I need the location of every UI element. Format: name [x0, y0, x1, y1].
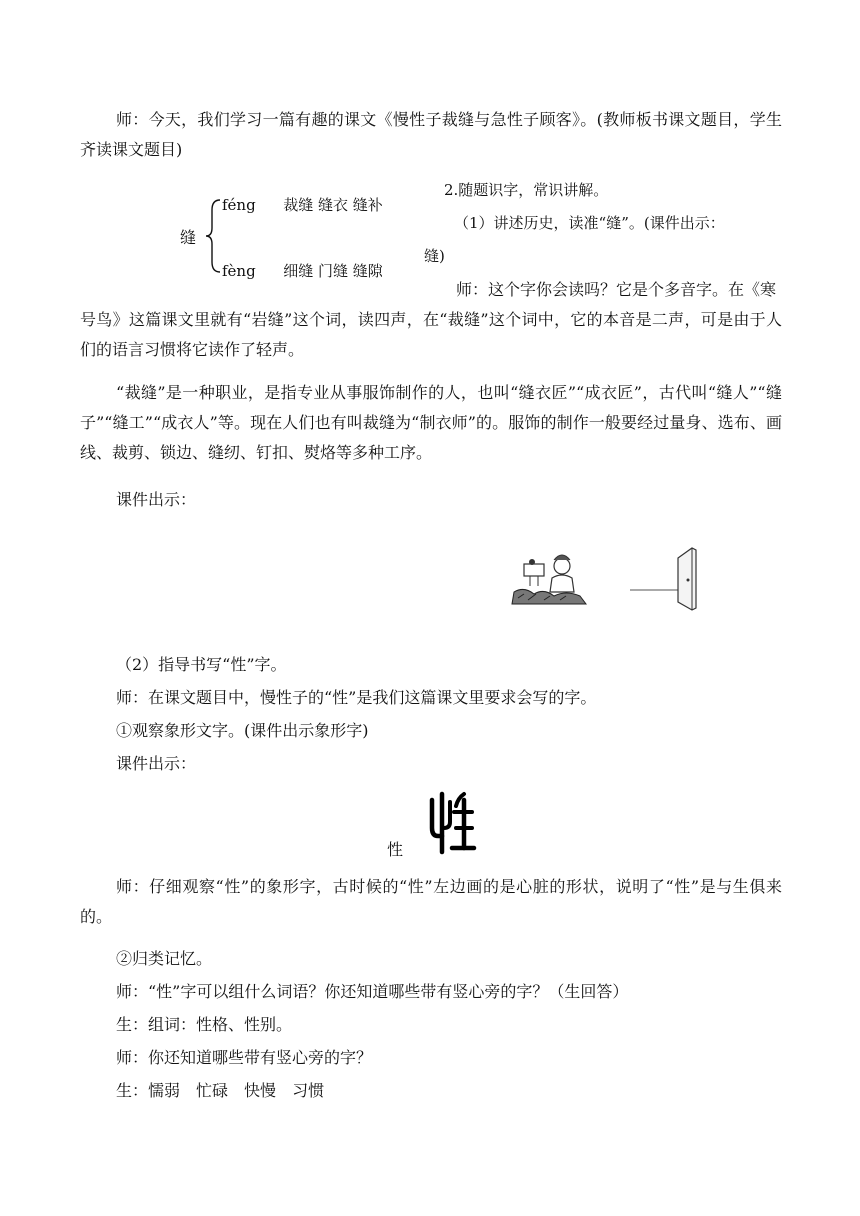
classify-line: ②归类记忆。 [116, 949, 213, 968]
intro-text: 师：今天，我们学习一篇有趣的课文《慢性子裁缝与急性子顾客》。(教师板书课文题目，学生齐读课文题目) [80, 110, 782, 159]
pinyin-feng4-row [222, 256, 383, 286]
xing-pictograph-image [428, 790, 476, 856]
intro-paragraph [80, 105, 782, 165]
student2-prefix: 生： [116, 1081, 149, 1100]
step2-sub1-cont: 缝) [424, 247, 445, 265]
tailor-text: “裁缝”是一种职业，是指专业从事服饰制作的人，也叫“缝衣匠”“成衣匠”，古代叫“缝人”“缝子”“缝工”“成衣人”等。现在人们也有叫裁缝为“制衣师”的。服饰的制作一般要经过量身、选布、画线、裁剪、锁边、缝纫、钉扣、熨烙等多种工序。 [80, 383, 782, 462]
student2-word-4: 习惯 [292, 1081, 325, 1100]
pinyin-feng4: fèng [222, 262, 256, 280]
student-line-1: 生：组词：性格、性别。 [116, 1015, 293, 1034]
student2-word-1: 懦弱 [148, 1081, 181, 1100]
teacher-paragraph [80, 305, 782, 365]
tailor-image [510, 548, 590, 608]
step2-sub2: （2）指导书写“性”字。 [116, 655, 287, 674]
student-line-2 [116, 1076, 324, 1106]
door-image [628, 546, 700, 612]
diagram-char: 缝 [180, 228, 197, 247]
student2-word-3: 快慢 [244, 1081, 277, 1100]
explain-paragraph [80, 872, 782, 932]
words-feng4: 细缝 门缝 缝隙 [283, 262, 383, 280]
teacher-q-start: 师：这个字你会读吗？它是个多音字。在《寒 [456, 280, 777, 299]
pictograph-caption: 性 [387, 840, 404, 859]
teacher-line-2: 师：在课文题目中，慢性子的“性”是我们这篇课文里要求会写的字。 [116, 688, 597, 707]
student2-word-2: 忙碌 [196, 1081, 229, 1100]
teacher-line-4: 师：你还知道哪些带有竖心旁的字？ [116, 1048, 373, 1067]
courseware-label-2: 课件出示： [116, 754, 197, 773]
words-feng2: 裁缝 缝衣 缝补 [283, 196, 383, 214]
curly-brace [206, 198, 222, 274]
step2-heading: 2.随题识字，常识讲解。 [444, 181, 609, 199]
courseware-label-1: 课件出示： [116, 490, 197, 509]
tailor-paragraph [80, 378, 782, 468]
pinyin-feng2: féng [222, 196, 256, 214]
pinyin-feng2-row [222, 190, 383, 220]
observe-line: ①观察象形文字。(课件出示象形字) [116, 721, 369, 740]
teacher-q-rest: 号鸟》这篇课文里就有“岩缝”这个词，读四声，在“裁缝”这个词中，它的本音是二声，可是由于人们的语言习惯将它读作了轻声。 [80, 310, 782, 359]
explain-text: 师：仔细观察“性”的象形字，古时候的“性”左边画的是心脏的形状，说明了“性”是与生俱来的。 [80, 877, 782, 926]
step2-sub1: （1）讲述历史，读准“缝”。(课件出示： [454, 214, 725, 232]
teacher-line-3: 师：“性”字可以组什么词语？你还知道哪些带有竖心旁的字？（生回答） [116, 982, 629, 1001]
